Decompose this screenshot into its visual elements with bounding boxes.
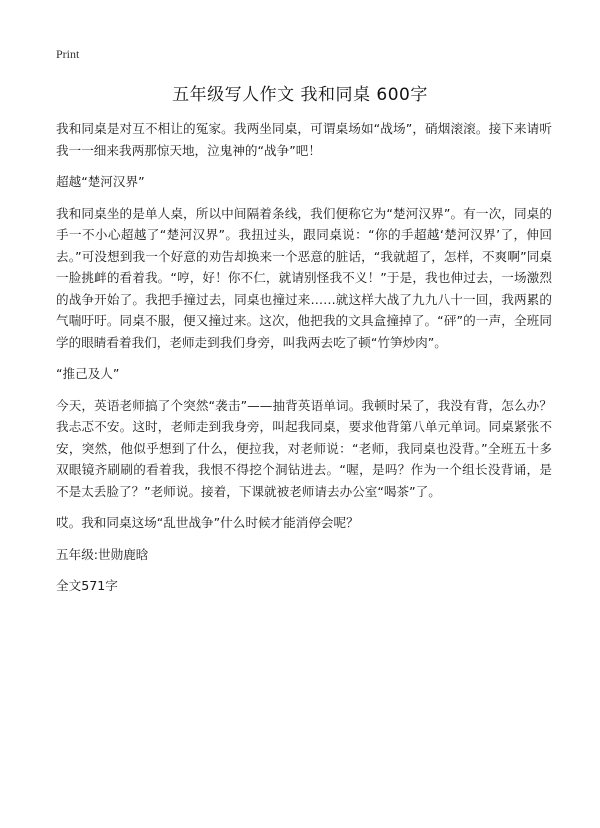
print-link[interactable]: Print [56, 47, 80, 61]
section-paragraph-2: 今天，英语老师搞了个突然“袭击”——抽背英语单词。我顿时呆了，我没有背，怎么办？我忐忑不安。这时，老师走到我身旁，叫起我同桌，要求他背第八单元单词。同桌紧张不安，突然，他似乎想到了什么，便拉我，对老师说：“老师，我同桌也没背。”全班五十多双眼镜齐刷刷的看着我，我恨不得挖个洞钻进去。“喔，是吗？作为一个组长没背诵，是不是太丢脸了？”老师说。接着，下课就被老师请去办公室“喝茶”了。 [56, 397, 552, 499]
word-count: 全文571字 [56, 578, 118, 593]
page-title: 五年级写人作文 我和同桌 600字 [172, 85, 428, 105]
article-body [56, 118, 552, 597]
intro-paragraph: 我和同桌是对互不相让的冤家。我两坐同桌，可谓桌场如“战场”，硝烟滚滚。接下来请听我一一细来我两那惊天地，泣鬼神的“战争”吧！ [56, 121, 552, 158]
closing-paragraph: 哎。我和同桌这场“乱世战争”什么时候才能消停会呢？ [56, 515, 359, 530]
section-heading-2: “推己及人” [56, 366, 120, 381]
section-heading-1: 超越“楚河汉界” [56, 174, 145, 189]
section-paragraph-1: 我和同桌坐的是单人桌，所以中间隔着条线，我们便称它为“楚河汉界”。有一次，同桌的手一不小心超越了“楚河汉界”。我扭过头，跟同桌说：“你的手超越‘楚河汉界’了，伸回去。”可没想到我一个好意的劝告却换来一个恶意的脏话，“我就超了，怎样，不爽啊”同桌一脸挑衅的看着我。“哼，好！你不仁，就请别怪我不义！”于是，我也伸过去，一场激烈的战争开始了。我把手撞过去，同桌也撞过来……就这样大战了九九八十一回，我两累的气喘吁吁。同桌不服，便又撞过来。这次，他把我的文具盒撞掉了。“砰”的一声，全班同学的眼睛看着我们，老师走到我们身旁，叫我两去吃了顿“竹笋炒肉”。 [56, 205, 552, 350]
author-line: 五年级:世勋鹿晗 [56, 546, 149, 562]
